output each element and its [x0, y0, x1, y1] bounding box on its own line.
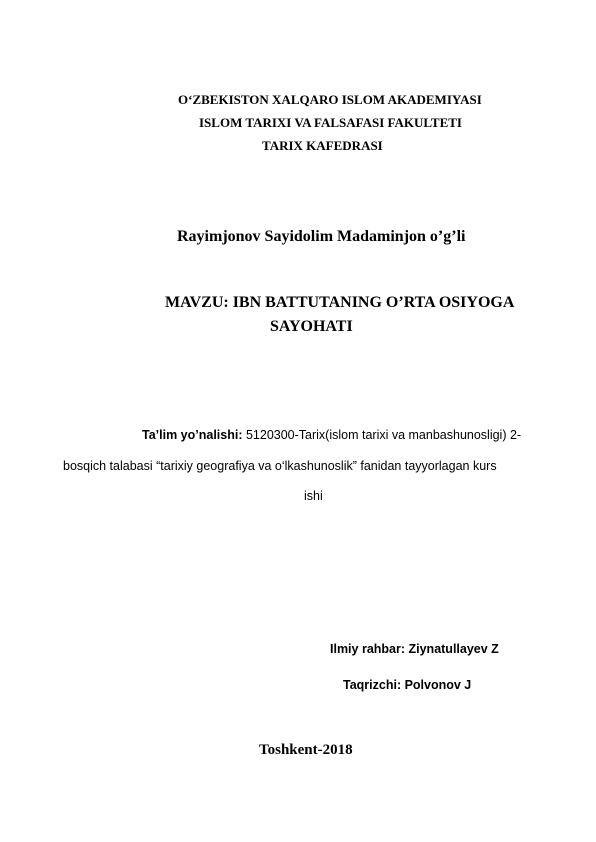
author-name: Rayimjonov Sayidolim Madaminjon o’g’li [177, 228, 466, 245]
description-line-2: bosqich talabasi “tarixiy geografiya va o‘lkashunoslik” fanidan tayyorlagan kurs [63, 459, 497, 473]
supervisor: Ilmiy rahbar: Ziynatullayev Z [330, 642, 499, 656]
reviewer: Taqrizchi: Polvonov J [343, 678, 472, 692]
faculty-name: ISLOM TARIXI VA FALSAFASI FAKULTETI [199, 115, 462, 130]
topic-line-2: SAYOHATI [270, 318, 353, 335]
academy-name: O‘ZBEKISTON XALQARO ISLOM AKADEMIYASI [178, 92, 482, 107]
field-of-study-label: Ta’lim yo’nalishi: [142, 428, 243, 442]
field-of-study-value: 5120300-Tarix(islom tarixi va manbashunosligi) 2- [242, 428, 522, 442]
description-line-3: ishi [304, 489, 323, 503]
topic-line-1: MAVZU: IBN BATTUTANING O’RTA OSIYOGA [165, 294, 515, 311]
place-year: Toshkent-2018 [259, 742, 353, 758]
department-name: TARIX KAFEDRASI [262, 138, 383, 153]
description-line-1 [142, 428, 521, 442]
